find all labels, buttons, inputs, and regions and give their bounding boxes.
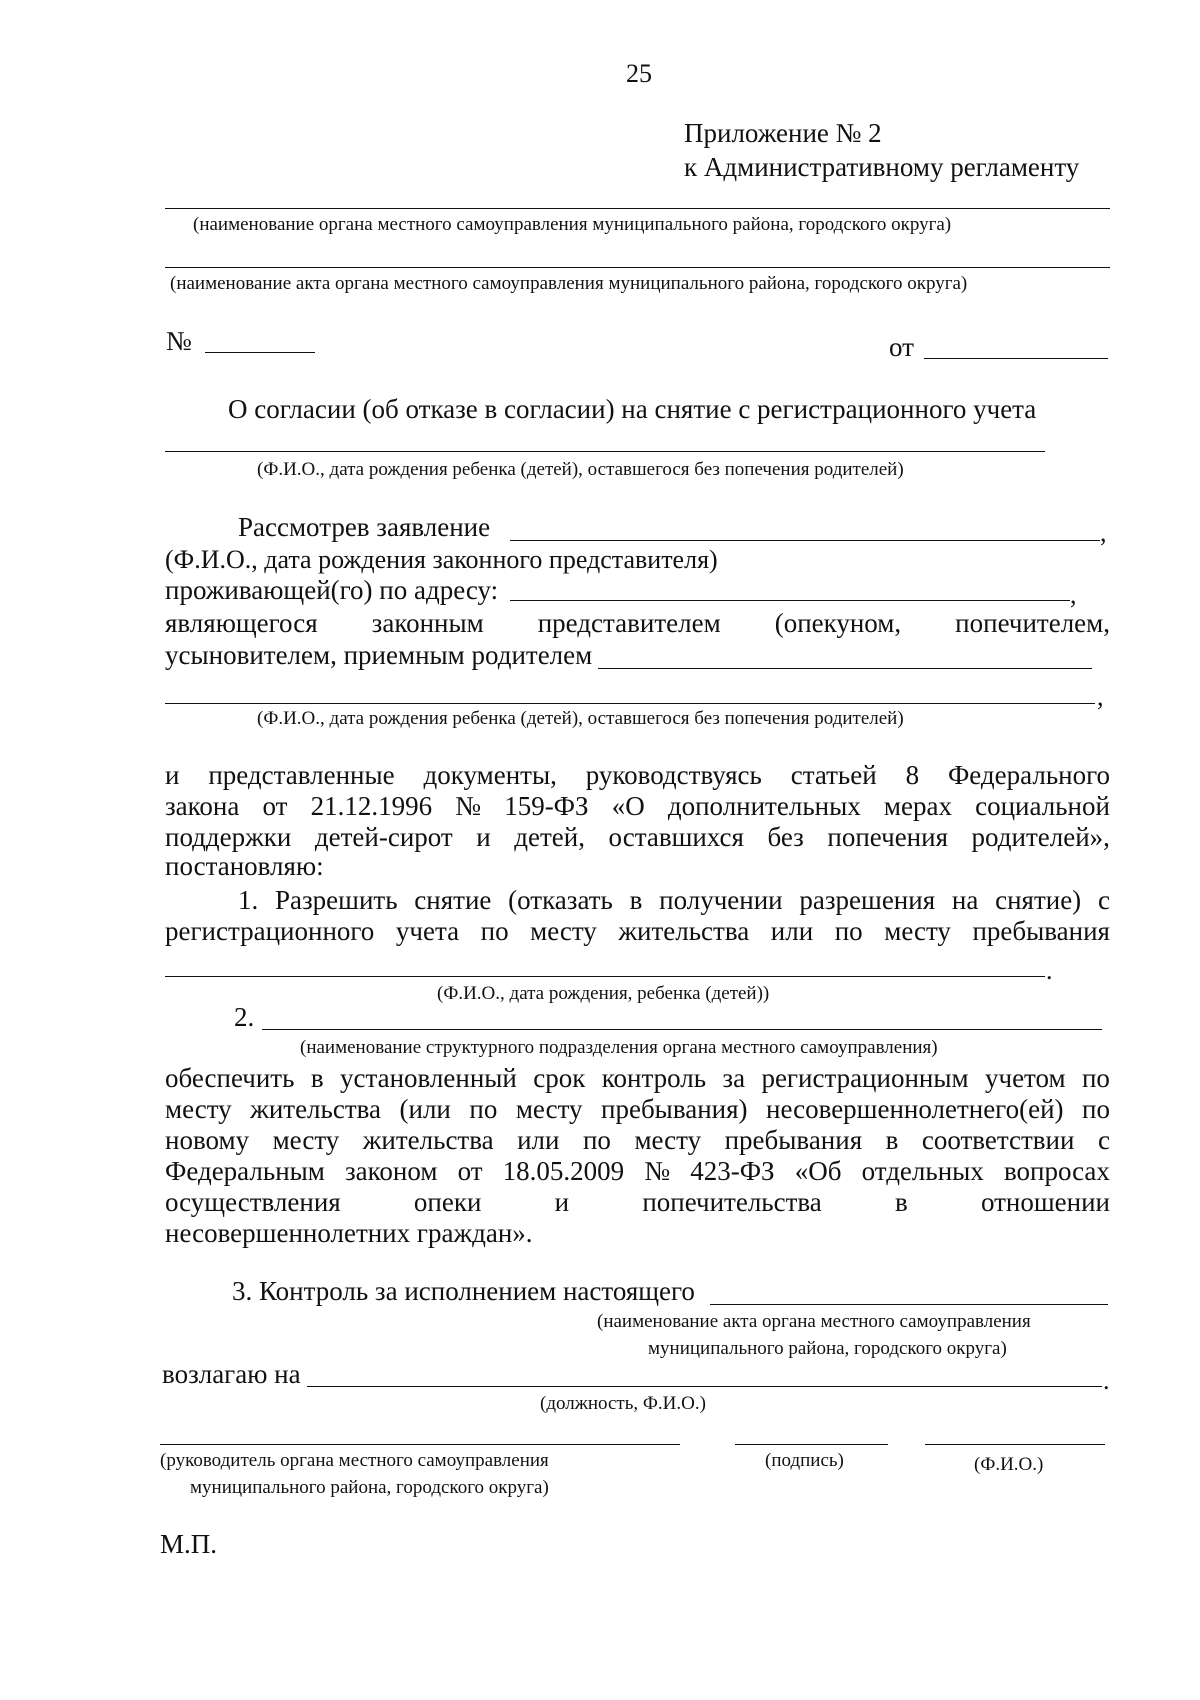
word: закона (165, 791, 240, 821)
word: законом (345, 1156, 438, 1186)
item1-line-2 (165, 915, 1110, 947)
word: «О (611, 791, 645, 821)
word: Федерального (947, 760, 1110, 790)
comma-3: , (1097, 682, 1104, 711)
word: 159-ФЗ (504, 791, 589, 821)
word: (или (399, 1094, 451, 1124)
fio-blank (925, 1444, 1105, 1445)
word: получении (659, 885, 783, 915)
word: по (834, 916, 863, 946)
application-blank (510, 540, 1100, 541)
word: учета (395, 916, 460, 946)
word: № (455, 791, 482, 821)
word: родителей», (971, 822, 1110, 852)
period-1: . (1046, 956, 1053, 985)
word: оставшихся (608, 822, 744, 852)
position-blank (307, 1386, 1102, 1387)
word: попечения (827, 822, 948, 852)
page-number: 25 (626, 59, 652, 88)
word: 8 (905, 760, 920, 790)
word: поддержки (165, 822, 292, 852)
child-fio-blank-2 (165, 703, 1095, 704)
item2-line-4 (165, 1155, 1110, 1187)
child-fio-blank-1 (165, 451, 1045, 452)
word: месту (634, 1125, 702, 1155)
child-fio-blank-3 (165, 976, 1045, 977)
word: по (1081, 1063, 1110, 1093)
docs-line-3 (165, 821, 1110, 853)
item2-number: 2. (234, 1002, 255, 1032)
org-name-blank (165, 208, 1110, 209)
word: документы, (423, 760, 557, 790)
period-2: . (1103, 1366, 1110, 1395)
position-caption: (должность, Ф.И.О.) (540, 1393, 706, 1414)
word: детей-сирот (314, 822, 453, 852)
word: новому (165, 1125, 250, 1155)
reviewed-text: Рассмотрев заявление (238, 512, 491, 542)
item2-line-1 (165, 1062, 1110, 1094)
word: отношении (980, 1187, 1110, 1217)
word: в (885, 1125, 899, 1155)
word: и (554, 1187, 570, 1217)
item3-text: 3. Контроль за исполнением настоящего (232, 1276, 695, 1306)
adopter-blank (598, 668, 1092, 669)
act-name-blank-2 (710, 1304, 1108, 1305)
word: пребывания (972, 916, 1110, 946)
number-blank (205, 352, 315, 353)
word: Федеральным (165, 1156, 325, 1186)
word: попечительства (642, 1187, 822, 1217)
living-at-text: проживающей(го) по адресу: (165, 575, 499, 605)
word: контроль (601, 1063, 707, 1093)
docs-line-2 (165, 790, 1110, 822)
word: и (165, 760, 180, 790)
word: от (457, 1156, 483, 1186)
word: опеки (413, 1187, 482, 1217)
word: месту (884, 916, 951, 946)
child-fio-caption-2: (Ф.И.О., дата рождения ребенка (детей), оставшегося без попечения родителей) (257, 708, 904, 729)
word: срок (533, 1063, 586, 1093)
comma-1: , (1100, 518, 1107, 547)
word: руководствуясь (585, 760, 762, 790)
word: регистрационного (165, 916, 375, 946)
being-line (165, 607, 1110, 639)
word: регистрационным (761, 1063, 969, 1093)
signature-caption: (подпись) (765, 1450, 844, 1471)
word: учетом (984, 1063, 1066, 1093)
word: по (469, 1094, 498, 1124)
act-name-caption: (наименование акта органа местного самоуправления муниципального района, городского округа) (170, 273, 968, 294)
docs-line-1 (165, 759, 1110, 791)
rep-fio-caption: (Ф.И.О., дата рождения законного представителя) (165, 545, 718, 574)
adopter-text: усыновителем, приемным родителем (165, 640, 593, 670)
word: статьей (790, 760, 877, 790)
word: представителем (537, 608, 721, 638)
assign-text: возлагаю на (162, 1359, 301, 1389)
word: установленный (339, 1063, 517, 1093)
act-name-blank (165, 267, 1110, 268)
comma-2: , (1070, 580, 1077, 609)
date-label: от (889, 332, 914, 362)
word: дополнительных (667, 791, 861, 821)
word: снятие) (995, 885, 1082, 915)
word: месту (530, 916, 597, 946)
address-blank (510, 600, 1070, 601)
item1-line-1 (238, 884, 1110, 916)
fio-caption: (Ф.И.О.) (974, 1454, 1044, 1475)
word: снятие (414, 885, 492, 915)
word: или (770, 916, 814, 946)
child-fio-caption-1: (Ф.И.О., дата рождения ребенка (детей), оставшегося без попечения родителей) (257, 459, 904, 480)
word: месту (272, 1125, 340, 1155)
act-name-caption-2-line-2: муниципального района, городского округа) (648, 1338, 1007, 1359)
word: несовершеннолетнего(ей) (766, 1094, 1064, 1124)
word: Разрешить (275, 885, 398, 915)
word: пребывания) (601, 1094, 748, 1124)
number-label: № (166, 326, 192, 356)
word: по (582, 1125, 611, 1155)
word: (отказать (508, 885, 613, 915)
word: по (480, 916, 509, 946)
word: за (722, 1063, 746, 1093)
word: обеспечить (165, 1063, 295, 1093)
item2-line-5 (165, 1186, 1110, 1218)
item2-line-6: несовершеннолетних граждан». (165, 1218, 533, 1248)
stamp-place: М.П. (160, 1529, 218, 1559)
document-title: О согласии (об отказе в согласии) на снятие с регистрационного учета (228, 394, 1037, 424)
word: жительства (250, 1094, 382, 1124)
word: 21.12.1996 (310, 791, 433, 821)
word: мерах (883, 791, 952, 821)
word: вопросах (1003, 1156, 1110, 1186)
word: 423-ФЗ (690, 1156, 775, 1186)
word: в (895, 1187, 908, 1217)
struct-unit-blank (262, 1029, 1102, 1030)
word: без (767, 822, 804, 852)
word: законным (371, 608, 484, 638)
word: соответствии (921, 1125, 1075, 1155)
word: с (1097, 885, 1110, 915)
item2-line-3 (165, 1124, 1110, 1156)
word: с (1097, 1125, 1110, 1155)
appendix-line-2: к Административному регламенту (684, 152, 1080, 182)
word: 1. (238, 885, 259, 915)
word: пребывания (724, 1125, 863, 1155)
item2-line-2 (165, 1093, 1110, 1125)
head-caption-line-2: муниципального района, городского округа) (190, 1477, 549, 1498)
word: отдельных (861, 1156, 984, 1186)
resolve-text: постановляю: (165, 851, 324, 881)
word: попечителем, (955, 608, 1110, 638)
word: детей, (514, 822, 585, 852)
word: в (310, 1063, 324, 1093)
child-fio-caption-3: (Ф.И.О., дата рождения, ребенка (детей)) (437, 983, 770, 1004)
date-blank (924, 358, 1108, 359)
head-caption-line-1: (руководитель органа местного самоуправления (160, 1450, 549, 1471)
word: разрешения (799, 885, 936, 915)
word: жительства (362, 1125, 494, 1155)
word: «Об (794, 1156, 842, 1186)
word: или (517, 1125, 560, 1155)
word: и (476, 822, 491, 852)
word: в (629, 885, 643, 915)
struct-unit-caption: (наименование структурного подразделения органа местного самоуправления) (300, 1037, 938, 1058)
appendix-line-1: Приложение № 2 (684, 118, 882, 148)
word: от (262, 791, 288, 821)
word: на (951, 885, 979, 915)
word: месту (165, 1094, 232, 1124)
word: № (644, 1156, 671, 1186)
word: жительства (618, 916, 750, 946)
word: представленные (208, 760, 395, 790)
word: месту (515, 1094, 583, 1124)
word: осуществления (165, 1187, 341, 1217)
word: являющегося (165, 608, 318, 638)
signature-blank (735, 1444, 888, 1445)
word: социальной (975, 791, 1110, 821)
org-name-caption: (наименование органа местного самоуправления муниципального района, городского округа) (193, 214, 952, 235)
act-name-caption-2-line-1: (наименование акта органа местного самоуправления (597, 1311, 1031, 1332)
head-blank (160, 1444, 680, 1445)
word: (опекуном, (774, 608, 902, 638)
word: по (1082, 1094, 1110, 1124)
word: 18.05.2009 (502, 1156, 625, 1186)
